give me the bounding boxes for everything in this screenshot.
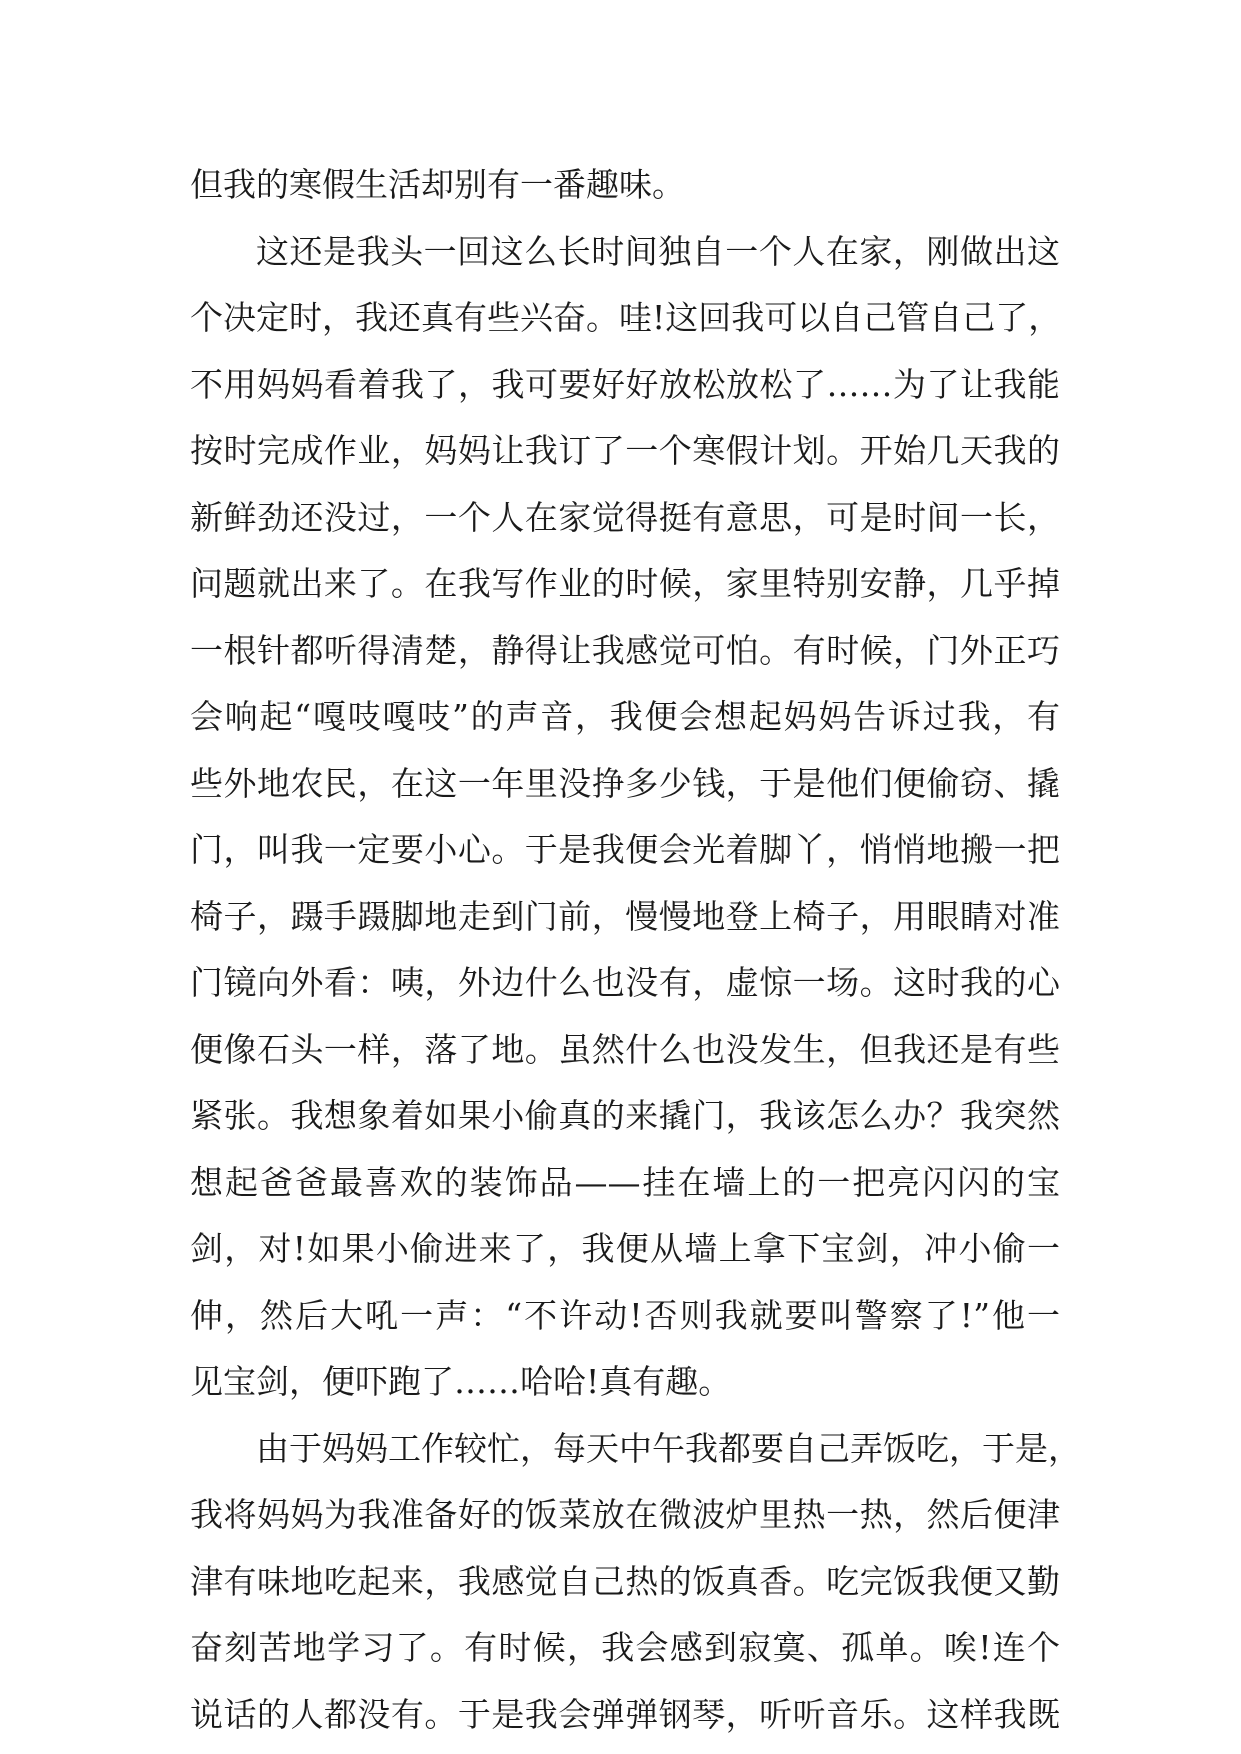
text-line: 不用妈妈看着我了，我可要好好放松放松了……为了让我能 bbox=[190, 364, 1060, 404]
text-line: 我将妈妈为我准备好的饭菜放在微波炉里热一热，然后便津 bbox=[190, 1495, 1060, 1534]
text-line: 紧张。我想象着如果小偷真的来撬门，我该怎么办？我突然 bbox=[190, 1096, 1060, 1135]
text-line: 由于妈妈工作较忙，每天中午我都要自己弄饭吃，于是， bbox=[256, 1428, 1081, 1468]
body-text bbox=[190, 152, 1081, 1748]
text-line: 这还是我头一回这么长时间独自一个人在家，刚做出这 bbox=[256, 231, 1060, 271]
text-line: 个决定时，我还真有些兴奋。哇!这回我可以自己管自己了， bbox=[190, 298, 1062, 337]
text-line: 门镜向外看：咦，外边什么也没有，虚惊一场。这时我的心 bbox=[190, 963, 1060, 1002]
text-line: 津有味地吃起来，我感觉自己热的饭真香。吃完饭我便又勤 bbox=[190, 1561, 1060, 1601]
text-line: 一根针都听得清楚，静得让我感觉可怕。有时候，门外正巧 bbox=[190, 630, 1060, 670]
text-line: 些外地农民，在这一年里没挣多少钱，于是他们便偷窃、撬 bbox=[190, 763, 1060, 803]
text-line: 奋刻苦地学习了。有时候，我会感到寂寞、孤单。唉!连个 bbox=[190, 1628, 1060, 1667]
text-line: 见宝剑，便吓跑了……哈哈!真有趣。 bbox=[190, 1362, 732, 1401]
text-line: 说话的人都没有。于是我会弹弹钢琴，听听音乐。这样我既 bbox=[190, 1694, 1060, 1734]
text-line: 但我的寒假生活却别有一番趣味。 bbox=[190, 165, 685, 204]
text-line: 按时完成作业，妈妈让我订了一个寒假计划。开始几天我的 bbox=[190, 431, 1060, 470]
text-line: 剑，对!如果小偷进来了，我便从墙上拿下宝剑，冲小偷一 bbox=[190, 1229, 1060, 1268]
text-line: 会响起“嘎吱嘎吱”的声音，我便会想起妈妈告诉过我，有 bbox=[190, 697, 1060, 736]
text-line: 想起爸爸最喜欢的装饰品——挂在墙上的一把亮闪闪的宝 bbox=[190, 1162, 1060, 1202]
text-line: 便像石头一样，落了地。虽然什么也没发生，但我还是有些 bbox=[190, 1029, 1060, 1069]
text-line: 伸，然后大吼一声：“不许动!否则我就要叫警察了!”他一 bbox=[190, 1295, 1060, 1335]
text-line: 门，叫我一定要小心。于是我便会光着脚丫，悄悄地搬一把 bbox=[190, 830, 1060, 869]
text-line: 椅子，蹑手蹑脚地走到门前，慢慢地登上椅子，用眼睛对准 bbox=[190, 896, 1060, 936]
text-line: 问题就出来了。在我写作业的时候，家里特别安静，几乎掉 bbox=[190, 564, 1060, 603]
text-line: 新鲜劲还没过，一个人在家觉得挺有意思，可是时间一长， bbox=[190, 497, 1060, 537]
